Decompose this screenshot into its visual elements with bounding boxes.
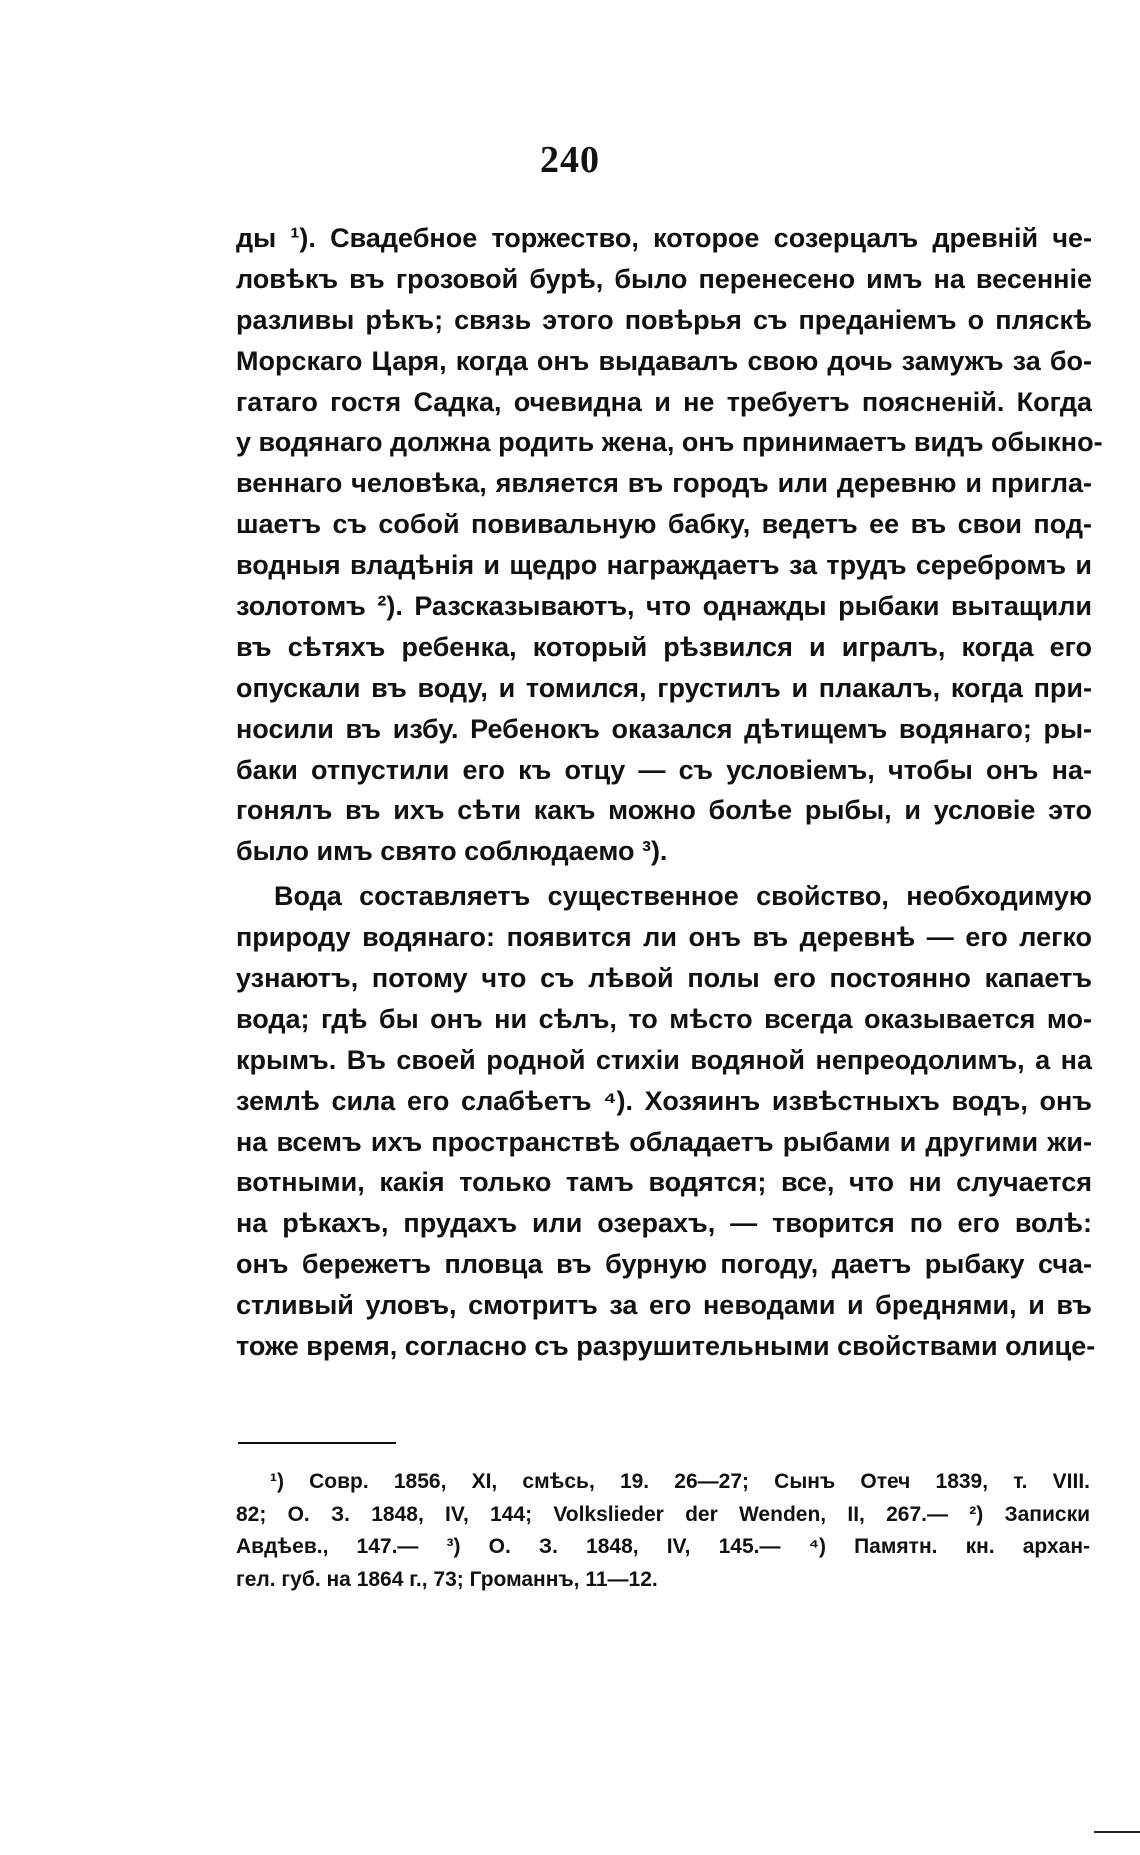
- body-line: онъ бережетъ пловца въ бурную погоду, даетъ рыбаку сча-: [236, 1249, 1092, 1280]
- body-line: опускали въ воду, и томился, грустилъ и плакалъ, когда при-: [236, 672, 1092, 703]
- body-line: природу водянаго: появится ли онъ въ деревнѣ — его легко: [236, 922, 1092, 953]
- body-line: узнаютъ, потому что съ лѣвой полы его постоянно капаетъ: [236, 963, 1092, 994]
- body-line: землѣ сила его слабѣетъ ⁴). Хозяинъ извѣстныхъ водъ, онъ: [236, 1085, 1092, 1116]
- footnotes: [236, 1466, 1090, 1596]
- body-line: на рѣкахъ, прудахъ или озерахъ, — творится по его волѣ:: [236, 1208, 1092, 1239]
- footnote-divider: [238, 1442, 396, 1444]
- body-line: водныя владѣнія и щедро награждаетъ за трудъ серебромъ и: [236, 550, 1092, 581]
- footnote-line: Авдѣев., 147.— ³) О. З. 1848, IV, 145.— ⁴) Памятн. кн. архан-: [236, 1535, 1090, 1558]
- body-line: носили въ избу. Ребенокъ оказался дѣтищемъ водянаго; ры-: [236, 713, 1092, 744]
- body-line: Морскаго Царя, когда онъ выдавалъ свою дочь замужъ за бо-: [236, 345, 1092, 376]
- body-text: [236, 218, 1103, 1367]
- body-line: веннаго человѣка, является въ городъ или деревню и пригла-: [236, 468, 1092, 499]
- footnote-line: ¹) Совр. 1856, XI, смѣсь, 19. 26—27; Сынъ Отеч 1839, т. VIII.: [270, 1470, 1090, 1493]
- body-line: у водянаго должна родить жена, онъ принимаетъ видъ обыкно-: [236, 427, 1103, 458]
- body-line: тоже время, согласно съ разрушительными свойствами олице-: [236, 1331, 1096, 1362]
- body-line: гонялъ въ ихъ сѣти какъ можно болѣе рыбы, и условіе это: [236, 795, 1092, 826]
- body-line: въ сѣтяхъ ребенка, который рѣзвился и игралъ, когда его: [236, 631, 1092, 662]
- paragraph-end-line: было имъ свято соблюдаемо ³).: [236, 836, 668, 867]
- body-line: крымъ. Въ своей родной стихіи водяной непреодолимъ, а на: [236, 1044, 1092, 1075]
- body-line: гатаго гостя Садка, очевидна и не требуетъ поясненій. Когда: [236, 386, 1092, 417]
- body-line: золотомъ ²). Разсказываютъ, что однажды рыбаки вытащили: [236, 591, 1092, 622]
- body-line: стливый уловъ, смотритъ за его неводами и бреднями, и въ: [236, 1290, 1092, 1321]
- page-number: 240: [540, 139, 600, 181]
- scan-edge-mark: [1094, 1831, 1140, 1833]
- paragraph-start-line: Вода составляетъ существенное свойство, необходимую: [274, 881, 1092, 912]
- body-line: ды ¹). Свадебное торжество, которое созерцалъ древній че-: [236, 223, 1092, 253]
- body-line: разливы рѣкъ; связь этого повѣрья съ преданіемъ о пляскѣ: [236, 304, 1092, 335]
- body-line: шаетъ съ собой повивальную бабку, ведетъ ее въ свои под-: [236, 509, 1092, 540]
- body-line: на всемъ ихъ пространствѣ обладаетъ рыбами и другими жи-: [236, 1126, 1092, 1157]
- footnote-line: 82; О. З. 1848, IV, 144; Volkslieder der Wenden, II, 267.— ²) Записки: [236, 1502, 1090, 1526]
- body-line: вотными, какія только тамъ водятся; все, что ни случается: [236, 1167, 1092, 1198]
- body-line: ловѣкъ въ грозовой бурѣ, было перенесено имъ на весенніе: [236, 263, 1092, 294]
- body-line: баки отпустили его къ отцу — съ условіемъ, чтобы онъ на-: [236, 754, 1092, 785]
- footnote-line: гел. губ. на 1864 г., 73; Громаннъ, 11—12.: [236, 1567, 658, 1591]
- body-line: вода; гдѣ бы онъ ни сѣлъ, то мѣсто всегда оказывается мо-: [236, 1003, 1092, 1034]
